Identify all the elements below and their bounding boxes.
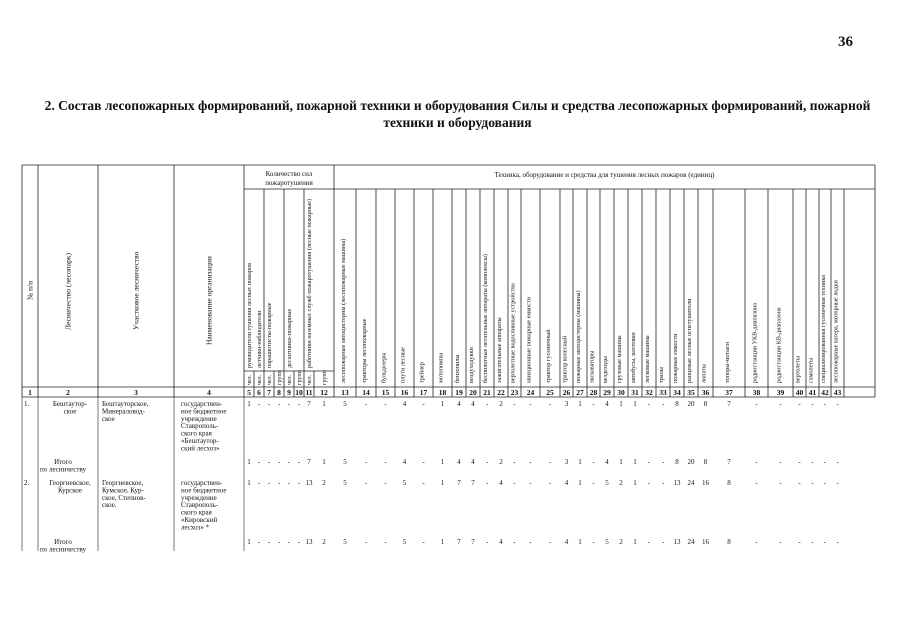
data-cell: 4 <box>457 458 461 466</box>
data-cell: - <box>529 458 532 466</box>
column-header-equipment-29: самолеты <box>807 357 815 383</box>
column-header-equipment-1: лесопожарные автоцистерны (лесопожарные машины) <box>340 238 348 383</box>
column-header-equipment-30: специализированная гусеничная техника <box>820 274 828 383</box>
forestry-name: Бештаутор- <box>52 400 88 408</box>
data-cell: - <box>422 458 425 466</box>
data-cell: - <box>287 400 291 408</box>
column-number: 35 <box>687 388 695 397</box>
column-header-equipment-9: беспилотные летательные аппараты (комплексы) <box>482 254 490 383</box>
data-cell: 4 <box>564 538 569 546</box>
group-header-forces-line2: пожаротушения <box>265 179 313 187</box>
district-name: Георгиевское, <box>102 479 144 487</box>
data-cell: - <box>287 458 291 466</box>
column-header-number: № п/п <box>25 280 35 300</box>
column-number: 19 <box>455 388 463 397</box>
column-header-equipment-4: плуги лесные <box>399 347 407 383</box>
data-cell: - <box>267 479 271 487</box>
data-cell: 4 <box>499 479 503 487</box>
data-cell: 2 <box>499 400 503 408</box>
data-cell: - <box>836 538 839 546</box>
column-header-equipment-3: бульдозеры <box>380 352 388 383</box>
column-number: 1 <box>28 388 32 397</box>
district-name: Минераловод- <box>102 407 145 416</box>
data-cell: - <box>529 400 532 408</box>
group-header-forces: Количество сил <box>265 170 313 178</box>
column-number: 11 <box>305 388 313 397</box>
column-number: 36 <box>701 388 710 397</box>
unit-label: чел. <box>267 374 274 385</box>
total-label: Итого <box>54 458 72 466</box>
data-cell: 3 <box>564 400 569 408</box>
column-header-equipment-26: радиостанции УКВ-диапазона <box>751 302 759 383</box>
data-cell: - <box>267 538 271 546</box>
data-cell: - <box>592 400 595 408</box>
data-cell: - <box>798 400 801 408</box>
data-cell: 4 <box>471 458 475 466</box>
data-cell: 8 <box>727 538 731 546</box>
data-cell: - <box>811 400 814 408</box>
organization-name: ский лесхоз» <box>181 444 220 453</box>
data-cell: - <box>364 458 368 466</box>
column-number: 2 <box>66 388 70 397</box>
organization-name: ное бюджетное <box>181 407 227 416</box>
column-number: 26 <box>562 388 571 397</box>
data-cell: 1 <box>578 479 582 487</box>
data-cell: - <box>384 479 387 487</box>
data-cell: 7 <box>471 538 475 546</box>
data-cell: - <box>548 400 552 408</box>
column-header-force-3: парашютисты-пожарные <box>266 302 274 368</box>
data-cell: - <box>287 479 291 487</box>
data-cell: - <box>779 458 782 466</box>
column-number: 27 <box>576 388 584 397</box>
data-cell: 5 <box>343 458 347 466</box>
column-header-equipment-7: бензопилы <box>454 354 462 383</box>
column-number: 30 <box>617 388 625 397</box>
data-cell: - <box>647 400 651 408</box>
data-cell: 1 <box>440 538 445 546</box>
data-cell: 8 <box>703 458 708 466</box>
data-cell: - <box>548 479 552 487</box>
unit-label: групп <box>297 370 304 385</box>
organization-name: ского края <box>181 429 212 438</box>
column-header-equipment-13: трактор гусеничный <box>545 329 553 383</box>
data-cell: 5 <box>343 479 347 487</box>
column-number: 20 <box>469 388 477 397</box>
page-number: 36 <box>838 34 853 50</box>
column-number: 40 <box>795 388 804 397</box>
data-cell: 3 <box>564 458 569 466</box>
column-header-force-1: руководители тушения лесных пожаров <box>246 262 254 368</box>
data-cell: 1 <box>247 479 251 487</box>
organization-name: Ставрополь- <box>181 501 219 510</box>
data-cell: - <box>297 538 301 546</box>
data-cell: - <box>257 538 261 546</box>
column-number: 39 <box>776 388 785 397</box>
total-label: по лесничеству <box>40 465 86 474</box>
data-cell: - <box>755 400 758 408</box>
data-cell: - <box>798 458 801 466</box>
column-header-force-2: летчики-наблюдатели <box>256 310 264 368</box>
district-name: Бештауторское, <box>102 400 149 408</box>
data-cell: 1 <box>619 400 623 408</box>
data-cell: - <box>661 400 665 408</box>
column-number: 42 <box>821 388 829 397</box>
data-cell: 4 <box>402 458 407 466</box>
data-cell: - <box>811 458 814 466</box>
data-cell: - <box>779 400 782 408</box>
data-cell: - <box>277 538 281 546</box>
column-number: 31 <box>631 388 639 397</box>
organization-name: ное бюджетное <box>181 486 227 495</box>
data-cell: - <box>257 458 261 466</box>
column-header-equipment-27: радиостанции КВ-диапазона <box>775 307 783 383</box>
column-header-force-5: работники наземных служб пожаротушения (лесные пожарные) <box>306 198 314 368</box>
data-cell: 24 <box>687 538 695 546</box>
data-cell: 13 <box>305 479 313 487</box>
data-cell: 8 <box>675 400 679 408</box>
data-cell: - <box>513 479 516 487</box>
data-cell: - <box>513 458 516 466</box>
data-cell: - <box>548 458 552 466</box>
data-cell: 5 <box>605 538 609 546</box>
organization-name: «Бештаутор- <box>181 437 219 445</box>
data-cell: - <box>422 479 425 487</box>
column-number: 13 <box>341 388 349 397</box>
data-cell: 1 <box>633 538 637 546</box>
data-cell: 5 <box>343 400 347 408</box>
data-cell: 5 <box>343 538 347 546</box>
column-number: 3 <box>134 388 138 397</box>
column-header-equipment-20: легковые машины <box>644 335 652 383</box>
district-name: ское <box>102 414 115 423</box>
data-cell: 5 <box>402 479 407 487</box>
forestry-name: ское <box>63 407 77 416</box>
data-cell: 16 <box>702 538 709 546</box>
data-cell: - <box>287 538 291 546</box>
data-cell: 7 <box>471 479 475 487</box>
data-cell: - <box>257 400 261 408</box>
column-header-equipment-24: лопаты <box>700 364 708 383</box>
column-header-equipment-8: воздуходувки <box>468 347 476 383</box>
column-number: 38 <box>752 388 761 397</box>
organization-name: государствен- <box>181 400 223 408</box>
data-cell: 2 <box>619 538 623 546</box>
column-header-equipment-23: ранцевые лесные огнетушители <box>686 298 694 383</box>
column-number: 5 <box>247 388 251 397</box>
data-cell: - <box>485 538 489 546</box>
data-cell: - <box>267 458 271 466</box>
total-label: Итого <box>54 538 72 546</box>
column-header-equipment-18: грузовые машины <box>616 335 624 383</box>
data-cell: - <box>364 400 368 408</box>
data-cell: - <box>661 538 665 546</box>
organization-name: Ставрополь- <box>181 422 219 431</box>
data-cell: 2 <box>322 538 326 546</box>
data-cell: - <box>592 538 595 546</box>
organization-name: лесхоз» * <box>181 523 210 532</box>
data-cell: - <box>823 479 827 487</box>
data-cell: 7 <box>307 458 311 466</box>
data-cell: - <box>513 400 516 408</box>
data-cell: - <box>779 479 782 487</box>
column-number: 4 <box>207 388 211 397</box>
data-cell: 1 <box>578 458 582 466</box>
district-name: ское, Степнов- <box>102 493 146 502</box>
column-header-equipment-11: вертолетные водосливные устройства <box>509 283 517 383</box>
column-number: 14 <box>362 388 370 397</box>
data-cell: 7 <box>307 400 311 408</box>
column-number: 25 <box>546 388 554 397</box>
column-number: 43 <box>833 388 842 397</box>
data-cell: 8 <box>727 479 731 487</box>
district-name: ское. <box>102 501 117 510</box>
column-number: 18 <box>438 388 447 397</box>
data-cell: - <box>384 538 387 546</box>
data-cell: 4 <box>457 400 461 408</box>
data-cell: - <box>661 479 665 487</box>
total-label: по лесничеству <box>40 545 86 554</box>
data-cell: 4 <box>402 400 407 408</box>
data-cell: 1 <box>440 479 445 487</box>
data-cell: - <box>422 400 425 408</box>
column-header-equipment-19: автобусы, вахтовки <box>630 332 638 383</box>
unit-label: групп <box>322 370 329 385</box>
column-header-equipment-12: авиационные пожарные емкости <box>525 296 533 383</box>
data-cell: - <box>811 538 814 546</box>
column-header-equipment-21: тралы <box>658 367 666 383</box>
document-title: 2. Состав лесопожарных формирований, пожарной техники и оборудования Силы и средства лесопожарных формирований, пожарной техники и оборудования <box>44 98 871 130</box>
data-cell: 7 <box>457 538 461 546</box>
column-header-forestry: Лесничество (лесопарк) <box>63 253 73 330</box>
data-cell: 1 <box>440 458 445 466</box>
data-cell: 1 <box>322 458 326 466</box>
column-number: 6 <box>257 388 261 397</box>
column-number: 8 <box>277 388 281 397</box>
data-cell: 8 <box>703 400 708 408</box>
column-number: 7 <box>267 388 271 397</box>
district-name: Кумское, Кур- <box>102 486 144 495</box>
data-cell: - <box>823 400 827 408</box>
data-cell: 7 <box>727 458 731 466</box>
data-cell: - <box>811 479 814 487</box>
column-header-equipment-2: тракторы лесопожарные <box>361 318 369 383</box>
data-cell: - <box>647 479 651 487</box>
data-cell: 1 <box>247 538 251 546</box>
organization-name: государствен- <box>181 479 223 487</box>
data-cell: - <box>823 458 827 466</box>
data-cell: 4 <box>605 458 609 466</box>
organization-name: учреждение <box>181 414 217 423</box>
data-cell: 2 <box>499 458 503 466</box>
column-header-equipment-14: трактор колесный <box>561 335 569 383</box>
column-number: 15 <box>381 388 390 397</box>
column-number: 16 <box>400 388 409 397</box>
unit-label: чел. <box>257 374 264 385</box>
data-cell: - <box>823 538 827 546</box>
data-cell: - <box>485 479 489 487</box>
data-cell: 1 <box>247 458 251 466</box>
column-number: 12 <box>320 388 328 397</box>
column-number: 24 <box>526 388 535 397</box>
column-number: 29 <box>603 388 611 397</box>
data-cell: - <box>755 538 758 546</box>
data-cell: 1 <box>619 458 623 466</box>
data-cell: 4 <box>564 479 569 487</box>
column-header-equipment-15: пожарные автоцистерны (машины) <box>575 290 583 383</box>
data-cell: - <box>277 400 281 408</box>
column-header-equipment-16: экскаваторы <box>588 350 596 383</box>
column-number: 10 <box>295 388 303 397</box>
data-cell: - <box>836 458 839 466</box>
data-cell: 4 <box>499 538 503 546</box>
data-cell: 7 <box>727 400 731 408</box>
data-cell: - <box>755 458 758 466</box>
data-cell: - <box>364 538 368 546</box>
unit-label: чел. <box>307 374 314 385</box>
data-cell: 1 <box>578 538 582 546</box>
column-number: 22 <box>497 388 505 397</box>
unit-label: чел. <box>247 374 254 385</box>
data-cell: - <box>779 538 782 546</box>
row-number: 1. <box>24 400 30 408</box>
data-cell: 5 <box>605 479 609 487</box>
unit-label: чел. <box>287 374 294 385</box>
organization-name: «Кировский <box>181 516 218 524</box>
data-cell: 4 <box>605 400 609 408</box>
column-number: 17 <box>419 388 428 397</box>
data-cell: - <box>297 458 301 466</box>
column-number: 37 <box>725 388 733 397</box>
data-cell: 1 <box>440 400 445 408</box>
column-header-equipment-28: вертолеты <box>794 356 802 383</box>
data-cell: - <box>548 538 552 546</box>
column-number: 34 <box>673 388 681 397</box>
data-cell: - <box>798 479 801 487</box>
row-number: 2. <box>24 479 30 487</box>
data-cell: - <box>529 538 532 546</box>
data-cell: 13 <box>305 538 313 546</box>
column-header-equipment-31: лесопожарные катера, моторные лодки <box>832 280 840 383</box>
column-header-equipment-22: пожарные емкости <box>672 333 680 383</box>
forestry-name: Георгиевское, <box>49 479 91 487</box>
data-cell: - <box>364 479 368 487</box>
data-cell: 16 <box>702 479 709 487</box>
data-cell: - <box>755 479 758 487</box>
data-cell: 20 <box>687 400 695 408</box>
data-cell: 4 <box>471 400 475 408</box>
data-cell: 8 <box>675 458 679 466</box>
data-cell: - <box>422 538 425 546</box>
column-header-organization: Наименование организации <box>204 256 214 345</box>
column-header-equipment-25: топоры-мотыги <box>724 341 732 383</box>
data-cell: - <box>297 400 301 408</box>
data-cell: - <box>836 400 839 408</box>
data-cell: - <box>267 400 271 408</box>
data-cell: 13 <box>673 538 681 546</box>
data-cell: - <box>592 458 595 466</box>
column-number: 32 <box>645 388 653 397</box>
data-cell: 13 <box>673 479 681 487</box>
data-cell: - <box>529 479 532 487</box>
column-number: 21 <box>483 388 491 397</box>
data-cell: 20 <box>687 458 695 466</box>
data-cell: 1 <box>633 458 637 466</box>
column-number: 41 <box>808 388 817 397</box>
column-number: 9 <box>287 388 291 397</box>
data-cell: - <box>277 479 281 487</box>
data-cell: 1 <box>322 400 326 408</box>
column-header-equipment-10: зажигательные аппараты <box>496 317 504 383</box>
data-cell: 1 <box>247 400 251 408</box>
organization-name: учреждение <box>181 493 217 502</box>
data-cell: 2 <box>619 479 623 487</box>
column-header-equipment-6: мотопомпы <box>437 352 445 383</box>
data-cell: 1 <box>633 400 637 408</box>
data-cell: - <box>297 479 301 487</box>
data-cell: - <box>384 458 387 466</box>
column-header-equipment-17: вездеходы <box>602 356 610 383</box>
organization-name: ского края <box>181 508 212 517</box>
data-cell: 7 <box>457 479 461 487</box>
data-cell: - <box>647 538 651 546</box>
column-number: 23 <box>510 388 519 397</box>
group-header-equipment: Техника, оборудование и средства для тушения лесных пожаров (единиц) <box>494 171 715 179</box>
data-cell: - <box>485 458 489 466</box>
data-cell: 1 <box>633 479 637 487</box>
data-cell: 2 <box>322 479 326 487</box>
data-cell: - <box>647 458 651 466</box>
unit-label: групп <box>277 370 284 385</box>
column-header-force-4: десантники-пожарные <box>286 308 294 368</box>
data-cell: - <box>485 400 489 408</box>
column-header-district: Участковое лесничество <box>131 251 141 330</box>
column-number: 28 <box>589 388 598 397</box>
data-cell: - <box>592 479 595 487</box>
data-cell: - <box>513 538 516 546</box>
column-number: 33 <box>659 388 667 397</box>
data-cell: - <box>661 458 665 466</box>
data-cell: 1 <box>578 400 582 408</box>
data-cell: 24 <box>687 479 695 487</box>
data-cell: - <box>384 400 387 408</box>
data-cell: - <box>836 479 839 487</box>
data-cell: - <box>277 458 281 466</box>
column-header-equipment-5: трейлер <box>418 362 426 383</box>
data-cell: - <box>798 538 801 546</box>
forestry-name: Курское <box>58 486 82 495</box>
data-cell: 5 <box>402 538 407 546</box>
data-cell: - <box>257 479 261 487</box>
